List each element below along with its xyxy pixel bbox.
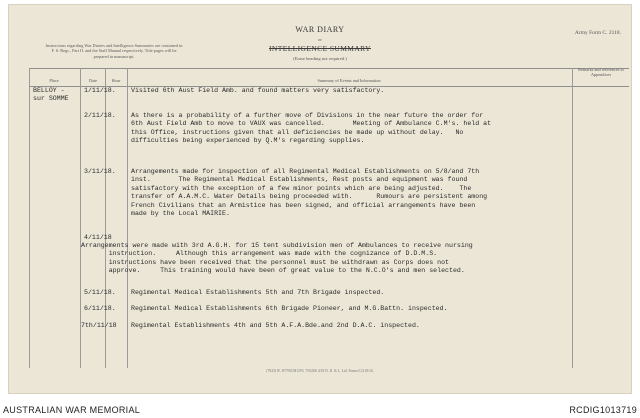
archive-caption: AUSTRALIAN WAR MEMORIAL [3,405,141,415]
printer-imprint: (7043) W. W7935/M1293. 750,000 4/18 D. D. & L. Ltd. Forms/C2118/16. [266,369,374,373]
col-rule-5 [572,68,573,368]
entry-date: 1/11/18. [84,87,116,94]
col-rule-4 [127,68,128,368]
col-head-date: Date [88,78,98,83]
entry-date: 6/11/18. [84,305,116,312]
col-rule-1 [29,68,30,368]
header-rule-top [29,68,629,69]
col-head-remarks: Remarks and references to Appendices [578,67,624,77]
col-head-place: Place [49,78,59,83]
entry-date: 3/11/18. [84,168,116,175]
erase-note: (Erase heading not required.) [293,56,347,61]
entry-text: Arrangements made for inspection of all Regimental Medical Establishments on 5/8/and 7th inst. The Regimental Medical Establishments, Rest posts and equipment was found satisfactory with the exception of a few minor points which are being adjusted. The transfer of A.A.M.C. Water Details being proceeded with. Rumours are persistent among French Civilians that an Armistice has been signed, and official arrangements have been made by the Local MAIRIE. [131,168,488,218]
diary-title: WAR DIARY [295,25,345,34]
struck-title: INTELLIGENCE SUMMARY [269,44,371,53]
entry-text: Regimental Medical Establishments 6th Brigade Pioneer, and M.G.Battn. inspected. [131,305,448,312]
entry-date: 5/11/18. [84,289,116,296]
entry-text: As there is a probability of a further move of Divisions in the near future the order for 6th Aust Field Amb to move to VAUX was cancelled. Meeting of Ambulance C.M's. held at this Office, instructions given that all deficiencies be made up without delay. No difficulties being experienced by Q.M's regarding supplies. [131,112,492,145]
place-text: BELLOY - sur SOMME [33,87,69,103]
archive-id: RCDIG1013719 [569,405,637,415]
entry-date: 4/11/18 [84,234,112,241]
title-or: or [318,37,322,42]
entry-date: 7th/11/18 [81,322,117,329]
war-diary-page [8,4,632,394]
entry-text: Regimental Medical Establishments 5th and 7th Brigade inspected. [131,289,385,296]
instructions-text: Instructions regarding War Diaries and Intelligence Summaries are contained in F. S. Regs., Part II. and the Staff Manual respectively. Title pages will be prepared in manuscript. [45,43,183,59]
col-head-summary: Summary of Events and Information [317,78,381,83]
form-reference: Army Form C. 2118. [574,30,621,36]
entry-text: Visited 6th Aust Field Amb. and found matters very satisfactory. [131,87,385,94]
entry-date: 2/11/18. [84,112,116,119]
entry-text: Regimental Establishments 4th and 5th A.F.A.Bde.and 2nd D.A.C. inspected. [131,322,420,329]
entry-text: Arrangements were made with 3rd A.G.H. for 15 tent subdivision men of Ambulances to receive nursing instruction. Although this arrangement was made with the cognizance of D.D.M.S. instructions have been received that the personnel must be withdrawn as Corps does not approve. This training would have been of great value to the N.C.O's and men selected. [81,242,473,275]
col-head-hour: Hour [111,78,121,83]
